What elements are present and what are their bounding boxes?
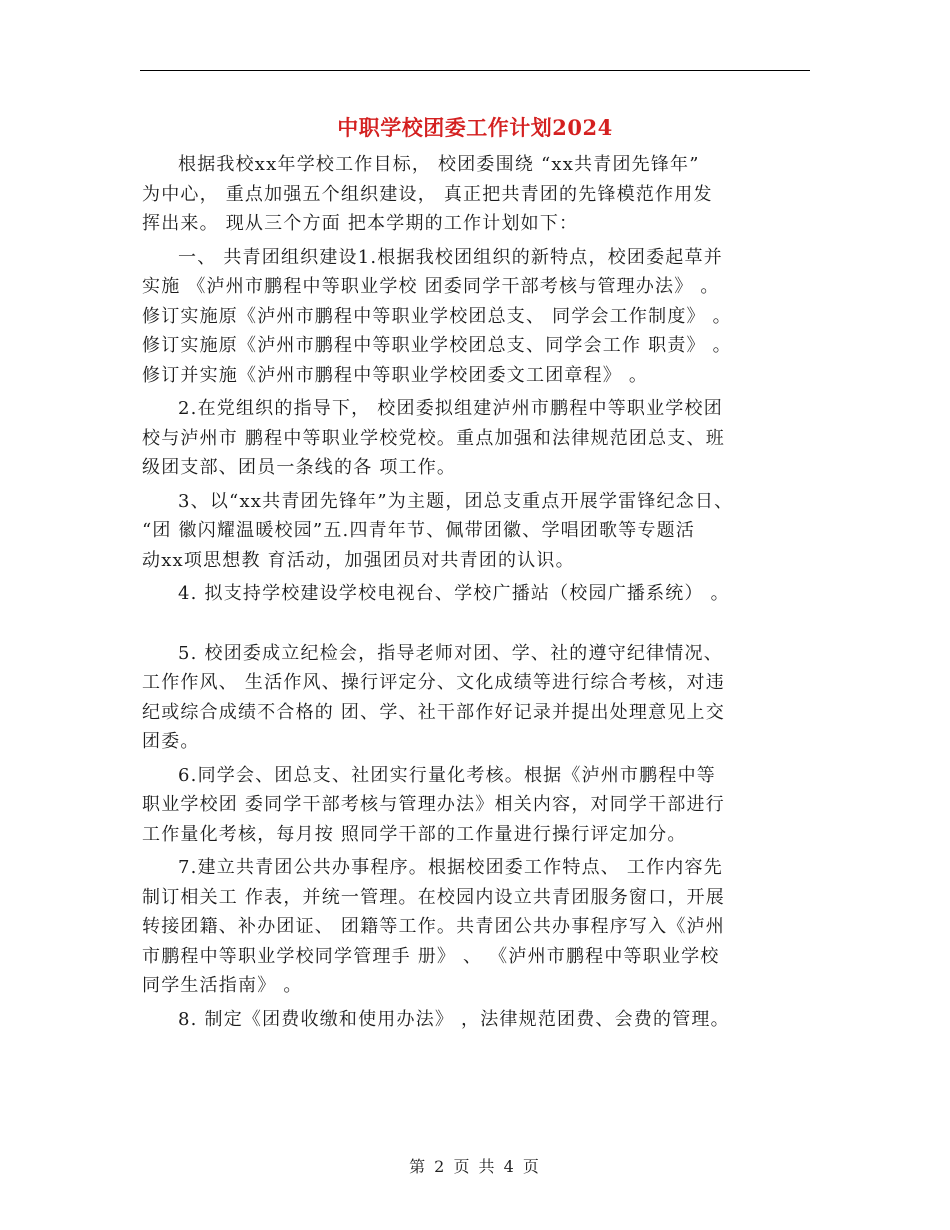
text-line: 团委。	[142, 731, 200, 752]
paragraph-item-3	[142, 487, 810, 576]
text-line: 修订实施原《泸州市鹏程中等职业学校团总支、同学会工作 职责》 。	[142, 335, 732, 356]
paragraph-item-8	[142, 1005, 810, 1035]
text-line: 转接团籍、补办团证、 团籍等工作。共青团公共办事程序写入《泸州	[142, 916, 725, 937]
text-line: 根据我校xx年学校工作目标， 校团委围绕 “xx共青团先锋年”	[178, 154, 700, 175]
text-line: 5. 校团委成立纪检会，指导老师对团、学、社的遵守纪律情况、	[178, 642, 723, 664]
text-line: 3、以“xx共青团先锋年”为主题，团总支重点开展学雷锋纪念日、	[178, 490, 734, 512]
paragraph-item-4	[142, 579, 810, 609]
text-line: 校与泸州市 鹏程中等职业学校党校。重点加强和法律规范团总支、班	[142, 427, 725, 449]
text-line: “团 徽闪耀温暖校园”五.四青年节、佩带团徽、学唱团歌等专题活	[142, 520, 696, 541]
text-line: 实施 《泸州市鹏程中等职业学校 团委同学干部考核与管理办法》 。	[142, 276, 720, 297]
text-line: 6.同学会、团总支、社团实行量化考核。根据《泸州市鹏程中等	[178, 764, 716, 786]
text-line: 市鹏程中等职业学校同学管理手 册》 、 《泸州市鹏程中等职业学校	[142, 945, 720, 967]
page-footer: 第 2 页 共 4 页	[409, 1157, 541, 1176]
text-line: 4. 拟支持学校建设学校电视台、学校广播站（校园广播系统） 。	[178, 583, 730, 604]
paragraph-item-6	[142, 761, 810, 850]
document-title: 中职学校团委工作计划2024	[337, 115, 613, 140]
header-rule	[140, 70, 810, 71]
blank-space	[142, 613, 810, 639]
text-line: 工作作风、 生活作风、操行评定分、文化成绩等进行综合考核，对违	[142, 672, 725, 693]
text-line: 职业学校团 委同学干部考核与管理办法》相关内容，对同学干部进行	[142, 794, 725, 815]
text-line: 7.建立共青团公共办事程序。根据校团委工作特点、 工作内容先	[178, 857, 723, 878]
text-line: 级团支部、团员一条线的各 项工作。	[142, 457, 457, 478]
text-line: 一、 共青团组织建设1.根据我校团组织的新特点，校团委起草并	[178, 246, 723, 268]
paragraph-intro	[142, 150, 810, 239]
paragraph-section-1	[142, 243, 810, 391]
text-line: 挥出来。 现从三个方面 把本学期的工作计划如下：	[142, 213, 579, 234]
text-line: 修订并实施《泸州市鹏程中等职业学校团委文工团章程》 。	[142, 364, 649, 386]
document-body	[142, 150, 810, 1038]
paragraph-item-7	[142, 853, 810, 1001]
text-line: 8. 制定《团费收缴和使用办法》 ，法律规范团费、会费的管理。	[178, 1008, 730, 1030]
text-line: 动xx项思想教 育活动，加强团员对共青团的认识。	[142, 549, 575, 571]
text-line: 纪或综合成绩不合格的 团、学、社干部作好记录并提出处理意见上交	[142, 701, 725, 723]
text-line: 修订实施原《泸州市鹏程中等职业学校团总支、 同学会工作制度》 。	[142, 305, 732, 327]
text-line: 制订相关工 作表，并统一管理。在校园内设立共青团服务窗口，开展	[142, 886, 725, 908]
text-line: 2.在党组织的指导下， 校团委拟组建泸州市鹏程中等职业学校团	[178, 398, 723, 419]
paragraph-item-2	[142, 394, 810, 483]
paragraph-item-5	[142, 639, 810, 757]
text-line: 同学生活指南》 。	[142, 975, 303, 996]
text-line: 为中心， 重点加强五个组织建设， 真正把共青团的先锋模范作用发	[142, 183, 713, 205]
text-line: 工作量化考核，每月按 照同学干部的工作量进行操行评定加分。	[142, 823, 687, 845]
